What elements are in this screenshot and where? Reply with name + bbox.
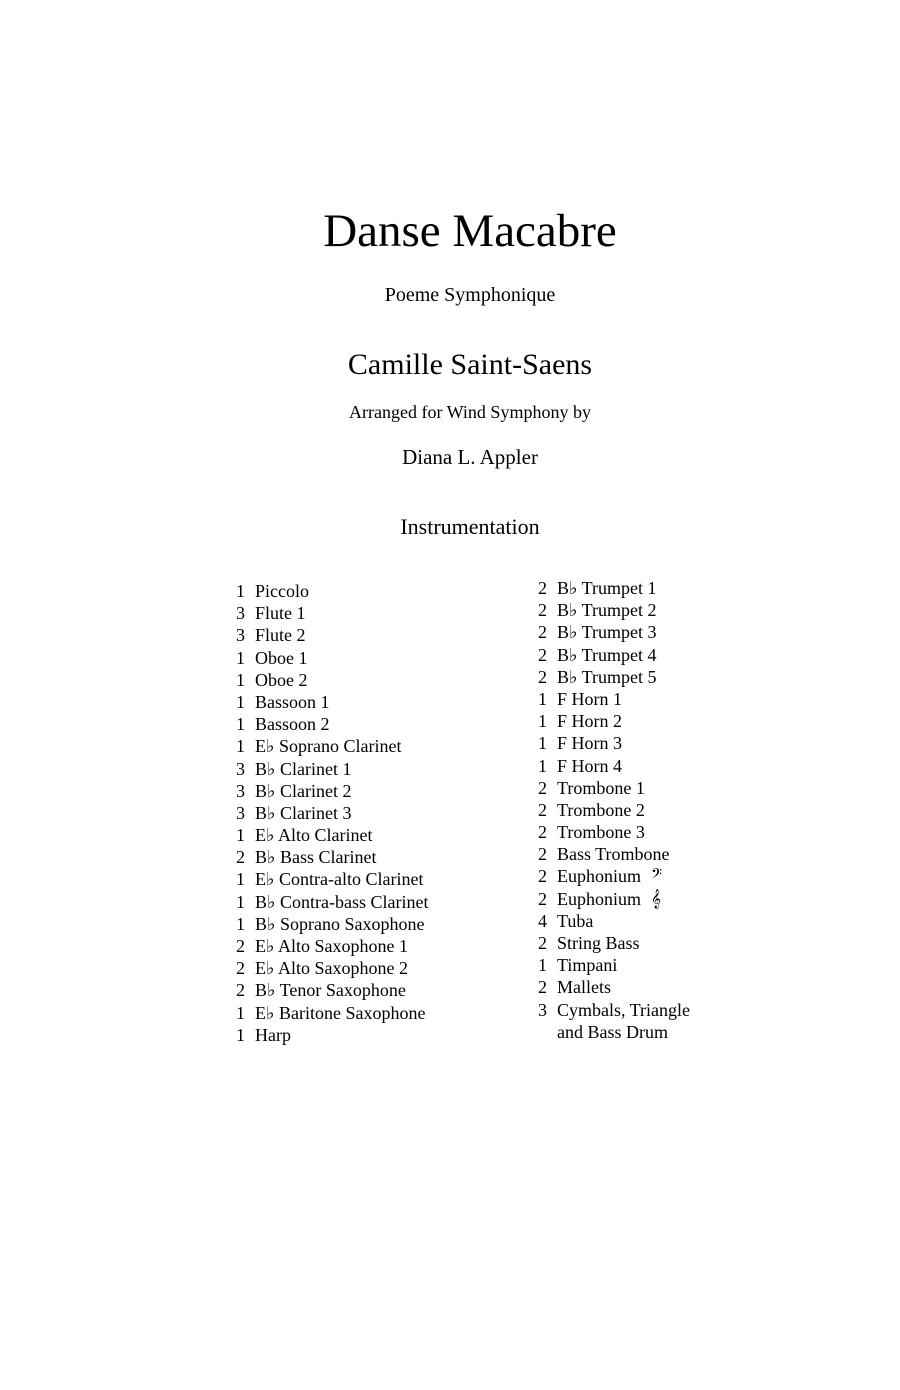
- instrument-quantity: 1: [236, 869, 245, 890]
- instrument-quantity: 1: [236, 891, 245, 912]
- instrument-row: [538, 976, 690, 998]
- instrument-quantity: 2: [538, 866, 547, 887]
- instrument-row: [538, 910, 690, 932]
- instrument-quantity: 1: [236, 691, 245, 712]
- instrument-name: B♭ Soprano Saxophone: [255, 913, 425, 934]
- instrument-row: [236, 758, 428, 780]
- instrument-name: Bassoon 1: [255, 691, 330, 712]
- instrument-quantity: 2: [538, 644, 547, 665]
- instrument-row: [538, 777, 690, 799]
- instrument-name: Trombone 1: [557, 777, 645, 798]
- instrument-name: Oboe 2: [255, 669, 308, 690]
- instrument-quantity: 2: [538, 933, 547, 953]
- instrument-row: [236, 580, 428, 602]
- instrument-quantity: 3: [236, 780, 245, 801]
- instrument-name: E♭ Baritone Saxophone: [255, 1002, 426, 1023]
- instrument-row: [538, 799, 690, 821]
- instrument-row: [538, 577, 690, 599]
- instrument-name: E♭ Alto Saxophone 1: [255, 936, 408, 956]
- instrument-row: [236, 1002, 428, 1024]
- instrumentation-heading: Instrumentation: [400, 514, 540, 539]
- instrument-row: [236, 691, 428, 713]
- instrument-name: E♭ Alto Saxophone 2: [255, 958, 408, 979]
- instrument-quantity: 2: [538, 622, 547, 643]
- instrument-quantity: 1: [236, 714, 245, 735]
- instrument-row: [538, 621, 690, 643]
- instrument-name: B♭ Trumpet 4: [557, 644, 657, 665]
- instrument-quantity: 1: [538, 711, 547, 732]
- instrument-list-right: [538, 577, 690, 1043]
- instrument-row: [538, 710, 690, 732]
- instrument-row: [538, 888, 690, 910]
- instrument-name: E♭ Soprano Clarinet: [255, 736, 402, 757]
- instrument-name: F Horn 4: [557, 755, 623, 776]
- instrument-quantity: 2: [538, 600, 547, 621]
- instrument-quantity: 2: [236, 847, 245, 868]
- instrument-name: B♭ Clarinet 3: [255, 802, 352, 823]
- instrument-name: B♭ Tenor Saxophone: [255, 980, 406, 1001]
- instrument-row: [236, 780, 428, 802]
- instrument-quantity: 2: [538, 822, 547, 843]
- instrument-name: Piccolo: [255, 581, 309, 601]
- instrument-quantity: 1: [236, 913, 245, 934]
- instrument-name: B♭ Trumpet 5: [557, 666, 657, 687]
- instrument-row: [538, 865, 690, 887]
- instrument-name: Cymbals, Triangle: [557, 999, 691, 1020]
- instrument-row: [236, 913, 428, 935]
- instrument-name: Flute 2: [255, 625, 306, 646]
- instrument-quantity: 3: [236, 625, 245, 646]
- instrument-row: [538, 821, 690, 843]
- instrument-row: [538, 932, 690, 954]
- instrument-row: [236, 846, 428, 868]
- instrument-row: [538, 954, 690, 976]
- instrument-quantity: 2: [538, 799, 547, 820]
- instrument-name: Timpani: [557, 955, 618, 976]
- instrument-quantity: 4: [538, 910, 547, 931]
- instrument-name: String Bass: [557, 933, 640, 953]
- instrument-name: Bass Trombone: [557, 844, 670, 865]
- instrument-name: Oboe 1: [255, 647, 308, 668]
- instrument-row: [236, 602, 428, 624]
- instrument-name: B♭ Bass Clarinet: [255, 847, 377, 868]
- instrument-quantity: 2: [538, 777, 547, 798]
- instrument-name: B♭ Trumpet 1: [557, 578, 657, 598]
- instrument-quantity: 1: [538, 955, 547, 976]
- instrument-quantity: 2: [236, 980, 245, 1001]
- instrument-quantity: 1: [236, 736, 245, 757]
- instrument-quantity: 2: [538, 578, 547, 598]
- instrument-row: [236, 669, 428, 691]
- instrument-row: [236, 647, 428, 669]
- instrument-row: [538, 732, 690, 754]
- instrument-quantity: 1: [538, 688, 547, 709]
- instrument-row: [538, 755, 690, 777]
- instrument-row: [236, 935, 428, 957]
- composer-name: Camille Saint-Saens: [347, 348, 593, 381]
- instrument-row: [236, 1024, 428, 1046]
- instrument-quantity: 2: [538, 888, 547, 909]
- instrument-name: Euphonium: [557, 888, 641, 909]
- arranged-by-line: Arranged for Wind Symphony by: [349, 402, 591, 422]
- instrument-row: [538, 666, 690, 688]
- page-title: Danse Macabre: [323, 205, 617, 257]
- instrument-name: Flute 1: [255, 603, 306, 624]
- instrument-name: E♭ Alto Clarinet: [255, 825, 373, 846]
- instrument-list-left: [236, 580, 428, 1046]
- instrument-quantity: 1: [236, 1024, 245, 1045]
- instrument-name: Trombone 3: [557, 822, 645, 843]
- instrument-row: [236, 824, 428, 846]
- instrument-row: [236, 735, 428, 757]
- clef-icon: 𝄞: [651, 888, 662, 909]
- instrument-name: B♭ Clarinet 2: [255, 780, 352, 801]
- instrument-row: [538, 999, 690, 1021]
- clef-icon: 𝄢: [651, 866, 662, 887]
- instrument-row: [538, 644, 690, 666]
- subtitle: Poeme Symphonique: [384, 284, 556, 306]
- instrument-quantity: 3: [538, 999, 547, 1020]
- instrument-name: Bassoon 2: [255, 714, 330, 735]
- instrument-name: F Horn 3: [557, 733, 623, 754]
- instrument-quantity: 3: [236, 603, 245, 624]
- instrument-name: F Horn 1: [557, 688, 623, 709]
- instrument-quantity: 1: [236, 581, 245, 601]
- arranger-name: Diana L. Appler: [402, 445, 538, 469]
- instrument-row: [538, 688, 690, 710]
- instrument-quantity: 1: [236, 825, 245, 846]
- instrument-quantity: 2: [236, 936, 245, 956]
- instrument-quantity: 3: [236, 758, 245, 779]
- instrument-name: Harp: [255, 1024, 291, 1045]
- instrument-row: [236, 802, 428, 824]
- instrument-quantity: 3: [236, 802, 245, 823]
- instrument-name: Mallets: [557, 977, 611, 998]
- instrument-row: [236, 713, 428, 735]
- instrument-name: Euphonium: [557, 866, 641, 887]
- instrument-quantity: 2: [538, 844, 547, 865]
- instrument-name: Trombone 2: [557, 799, 645, 820]
- instrument-quantity: 1: [538, 755, 547, 776]
- instrument-name: B♭ Clarinet 1: [255, 758, 352, 779]
- instrument-name: B♭ Trumpet 2: [557, 600, 657, 621]
- instrument-name: F Horn 2: [557, 711, 623, 732]
- instrument-quantity: 1: [236, 669, 245, 690]
- instrument-row: [538, 843, 690, 865]
- instrument-row: [236, 868, 428, 890]
- instrument-row: [236, 624, 428, 646]
- instrument-name: B♭ Contra-bass Clarinet: [255, 891, 429, 912]
- instrument-row: [236, 891, 428, 913]
- instrument-name: Tuba: [557, 910, 594, 931]
- instrument-quantity: 2: [538, 977, 547, 998]
- instrument-row: [236, 957, 428, 979]
- instrument-name-continuation: and Bass Drum: [557, 1021, 668, 1042]
- instrument-name: E♭ Contra-alto Clarinet: [255, 869, 424, 890]
- instrument-quantity: 2: [538, 666, 547, 687]
- instrument-quantity: 1: [236, 647, 245, 668]
- instrument-name: B♭ Trumpet 3: [557, 622, 657, 643]
- instrument-row: [538, 599, 690, 621]
- instrument-quantity: 1: [538, 733, 547, 754]
- instrument-quantity: 1: [236, 1002, 245, 1023]
- instrument-quantity: 2: [236, 958, 245, 979]
- instrument-row: [236, 979, 428, 1001]
